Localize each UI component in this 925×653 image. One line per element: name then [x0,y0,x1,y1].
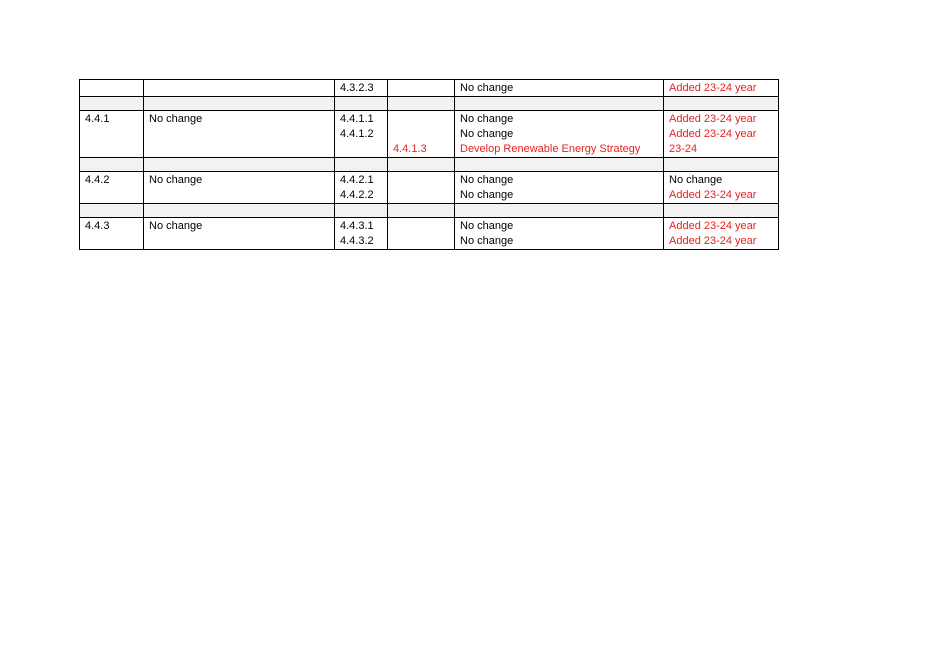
cell-id [80,80,144,97]
cell-description: No change No change Develop Renewable Energy Strategy [455,111,664,158]
separator-row [80,97,779,111]
cell-status: No change [144,218,335,250]
table-row [80,218,779,250]
cell-id: 4.4.1 [80,111,144,158]
cell-note: Added 23-24 year Added 23-24 year [664,218,779,250]
separator-row [80,204,779,218]
cell-description: No change No change [455,218,664,250]
separator-row [80,158,779,172]
changes-table [79,79,779,250]
cell-id: 4.4.3 [80,218,144,250]
cell-new-id: 4.4.1.3 [388,111,455,158]
table-row [80,172,779,204]
cell-id: 4.4.2 [80,172,144,204]
table-row [80,111,779,158]
table-row [80,80,779,97]
cell-description: No change No change [455,172,664,204]
cell-status: No change [144,172,335,204]
cell-status: No change [144,111,335,158]
cell-sub-id: 4.4.1.1 4.4.1.2 [335,111,388,158]
cell-note: No change Added 23-24 year [664,172,779,204]
cell-sub-id: 4.3.2.3 [335,80,388,97]
cell-status [144,80,335,97]
cell-sub-id: 4.4.2.1 4.4.2.2 [335,172,388,204]
cell-new-id [388,218,455,250]
cell-description: No change [455,80,664,97]
cell-new-id [388,172,455,204]
cell-note: Added 23-24 year [664,80,779,97]
cell-note: Added 23-24 year Added 23-24 year 23-24 [664,111,779,158]
cell-new-id [388,80,455,97]
cell-sub-id: 4.4.3.1 4.4.3.2 [335,218,388,250]
